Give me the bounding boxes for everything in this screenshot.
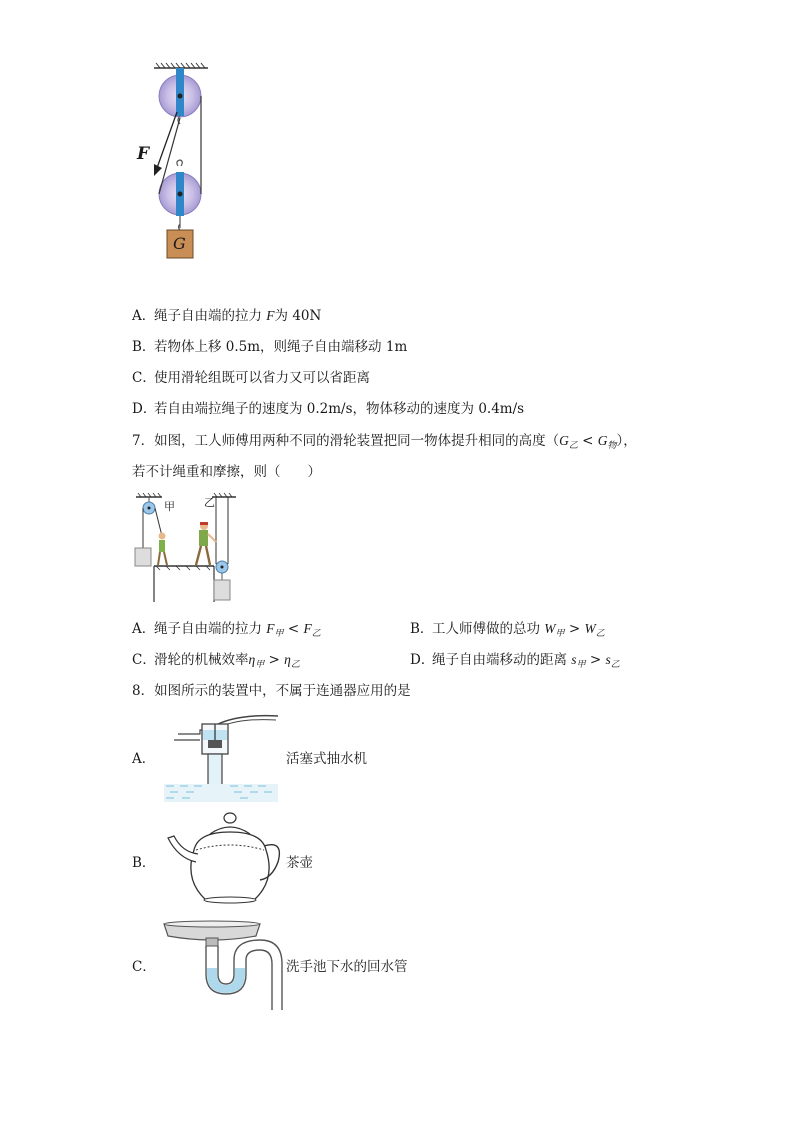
q6-option-d[interactable]: D．若自由端拉绳子的速度为 0.2m/s，物体移动的速度为 0.4m/s	[132, 401, 525, 417]
q8-option-c-letter[interactable]: C．	[132, 959, 156, 975]
force-label: F	[137, 144, 150, 164]
q7-option-b[interactable]: B．工人师傅做的总功 $W_甲 > W_乙$	[410, 621, 605, 639]
pulley-system-figure	[130, 60, 230, 265]
q6-option-b[interactable]: B．若物体上移 0.5m，则绳子自由端移动 1m	[132, 339, 408, 355]
q8-option-b-letter[interactable]: B．	[132, 855, 156, 871]
option-letter: D．	[132, 401, 157, 417]
q7-stem-line1: 7．如图，工人师傅用两种不同的滑轮装置把同一物体提升相同的高度$(G_乙 < G_物)$，	[132, 433, 637, 451]
q7-stem-line2: 若不计绳重和摩擦，则（ ）	[132, 464, 321, 480]
q8-stem: 8．如图所示的装置中，不属于连通器应用的是	[132, 683, 411, 699]
piston-pump-figure	[160, 710, 282, 804]
label-yi: 乙	[204, 496, 215, 509]
sink-trap-figure	[160, 918, 284, 1012]
q6-option-a[interactable]: A．绳子自由端的拉力 F为 40N	[132, 308, 322, 324]
q6-option-c[interactable]: C．使用滑轮组既可以省力又可以省距离	[132, 370, 370, 386]
q8-option-b-label: 茶壶	[286, 855, 313, 871]
q8-option-c-label: 洗手池下水的回水管	[286, 959, 408, 975]
weight-label: G	[173, 234, 186, 253]
q7-option-d[interactable]: D．绳子自由端移动的距离 $s_甲 > s_乙$	[410, 652, 620, 670]
q7-option-c[interactable]: C．滑轮的机械效率$\eta_甲 > \eta_乙$	[132, 652, 300, 670]
label-jia: 甲	[164, 500, 175, 513]
option-letter: C．	[132, 370, 156, 386]
q8-option-a-label: 活塞式抽水机	[286, 751, 367, 767]
two-pulley-workers-figure	[132, 492, 244, 606]
teapot-figure	[158, 810, 284, 906]
q7-option-a[interactable]: A．绳子自由端的拉力 $F_甲 < F_乙$	[132, 621, 321, 639]
option-letter: B．	[132, 339, 156, 355]
option-letter: A．	[132, 308, 156, 324]
q8-option-a-letter[interactable]: A．	[132, 751, 156, 767]
